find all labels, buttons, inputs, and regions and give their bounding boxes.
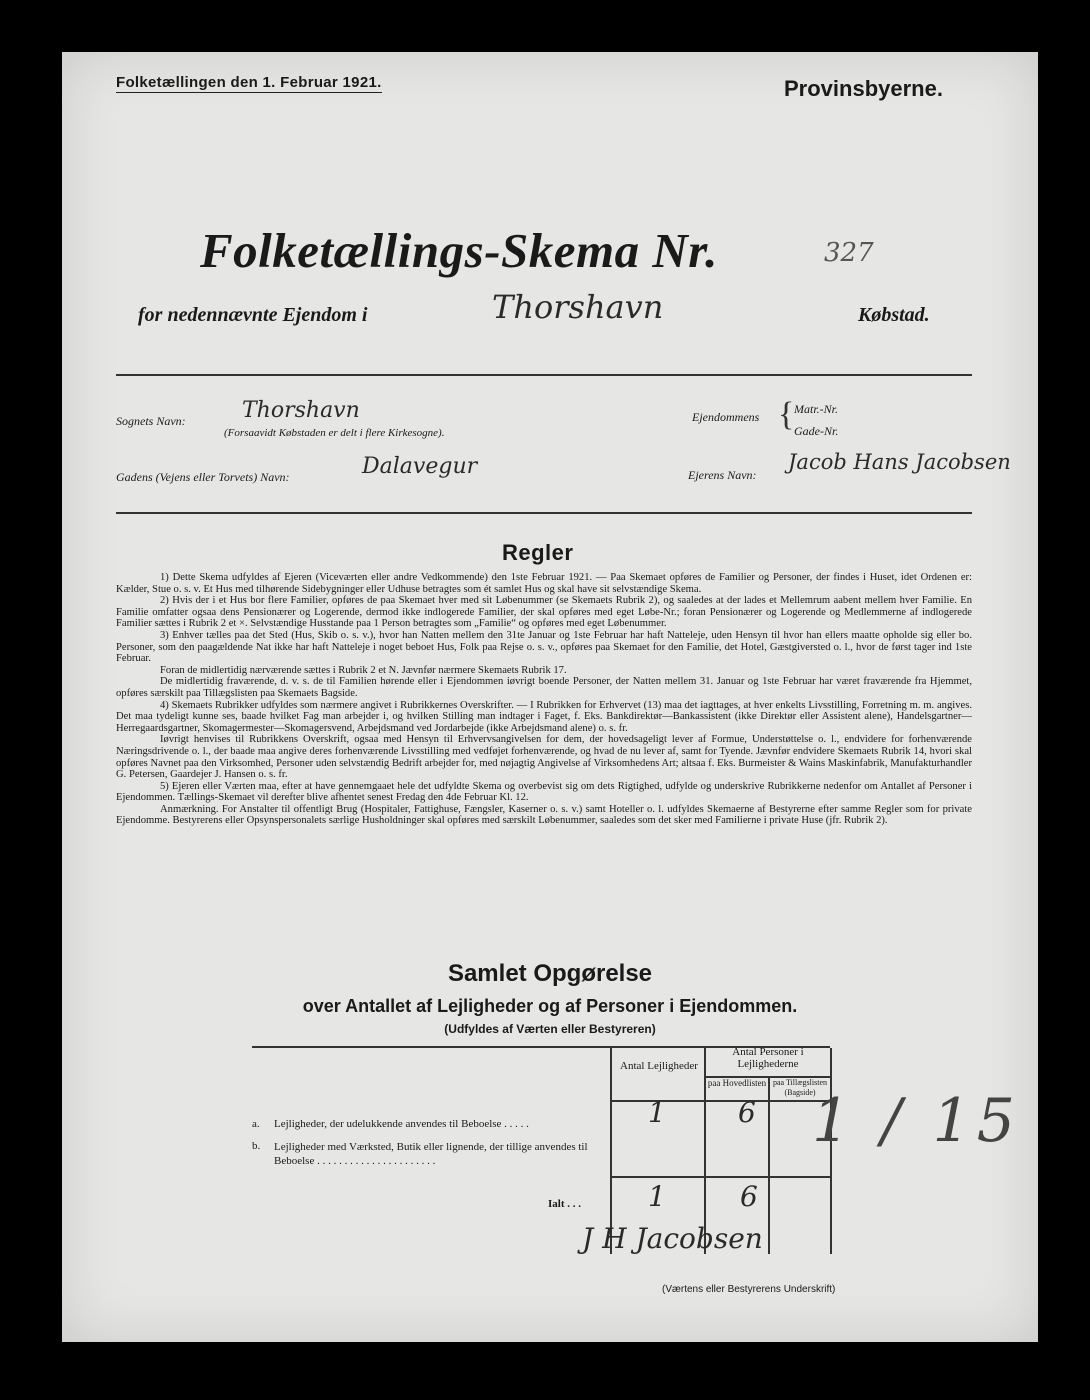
divider-fields	[116, 512, 972, 514]
row-a-hoved: 6	[738, 1096, 756, 1129]
property-label: Ejendommens	[692, 410, 760, 424]
census-date-header: Folketællingen den 1. Februar 1921.	[116, 74, 382, 91]
col-personer-header: Antal Personer i Lejlighederne	[732, 1046, 804, 1070]
rule-3-absent: De midlertidig fraværende, d. v. s. de til Familien hørende eller i Ejendommen iøvrigt boende Personer, der Natten mellem 31. Januar og 1ste Februar har været fraværende fra Hjemmet, opføres særskilt paa Tillægslisten paa Skemaets Bagside.	[116, 676, 972, 699]
rule-1: 1) Dette Skema udfyldes af Ejeren (Viceværten eller andre Vedkommende) den 1ste Februar 1921. — Paa Skemaet opføres de Familier og Personer, der findes i Huset, idet Ordenen er: Kælder, Stue o. s. v. Et Hus med tilhørende Sidebygninger eller Udhuse betragtes som ét samlet Hus og skal have sit selvstændige Skema.	[116, 572, 972, 595]
margin-note: 1 / 15	[812, 1086, 1021, 1156]
rule-3-present: Foran de midlertidig nærværende sættes i Rubrik 2 et N. Jævnfør nærmere Skemaets Rubrik 17.	[160, 664, 567, 676]
row-a-label: a.	[252, 1118, 260, 1130]
table-header-bottom-line	[610, 1100, 830, 1102]
signature-caption: (Værtens eller Bestyrerens Underskrift)	[662, 1284, 836, 1295]
row-b-text: Lejligheder med Værksted, Butik eller lignende, der tillige anvendes til Beboelse . . . . . . . . . . . . . . . . . . . . . .	[274, 1141, 588, 1167]
city-name: Thorshavn	[492, 288, 664, 326]
col-antal-header: Antal Lejligheder	[620, 1060, 698, 1072]
table-total-line	[610, 1176, 830, 1178]
form-title: Folketællings-Skema Nr.	[200, 223, 718, 278]
matr-label: Matr.-Nr.	[794, 402, 839, 416]
total-antal: 1	[648, 1180, 666, 1213]
row-b-label: b.	[252, 1140, 261, 1152]
parish-value: Thorshavn	[242, 398, 360, 423]
rules-title: Regler	[502, 540, 574, 565]
table-col-line-3	[768, 1076, 770, 1254]
col-tillaeg-header: paa Tillægslisten (Bagside)	[772, 1078, 827, 1097]
summary-subtitle: over Antallet af Lejligheder og af Personer i Ejendommen.	[302, 996, 798, 1016]
town-type-label: Købstad.	[858, 304, 930, 326]
summary-title: Samlet Opgørelse	[447, 960, 653, 987]
host-signature: J H Jacobsen	[582, 1222, 763, 1255]
rule-4: 4) Skemaets Rubrikker udfyldes som nærmere angivet i Rubrikkernes Overskrifter. — I Rubrikken for Erhvervet (13) maa det iagttages, at hver enkelts Livsstilling, Forretning m. m. angives. Det maa tydeligt kunne ses, baade hvilket Fag man arbejder i, og hvilken Stilling man indtager i Faget, f. Eks. Bankdirektør—Bankassistent (ikke Direktør eller Assistent alene), Handelsgartner—Herregaardsgartner, Skomagermester—Skomagersvend, Arbejdsmand ved Jordarbejde (ikke Arbejdsmand alene) o. s. fr.	[116, 699, 972, 734]
col-hoved-header: paa Hovedlisten	[707, 1078, 767, 1088]
rule-4-cont: Iøvrigt henvises til Rubrikkens Overskrift, ogsaa med Hensyn til Erhvervsangivelsen for dem, der hovedsageligt lever af Formue, Understøttelse o. l., endvidere for forhenværende Næringsdrivende o. l., der baade maa angive deres forhenværende Livsstilling med vedføjet forhenværende, og hvad de nu lever af, samt for Tyende. Jævnfør endvidere Skemaets Rubrik 14, hvori skal opføres Navnet paa den Virksomhed, Personer uden selvstændig Bedrift arbejder for, med nøjagtig Angivelse af Virksomhedens Art; altsaa f. Eks. Burmeister & Wains Maskinfabrik, Manufakturhandler G. Petersen, Gaardejer J. Hansen o. s. fr.	[116, 734, 972, 781]
rules-text	[116, 572, 972, 827]
form-number: 327	[824, 238, 874, 268]
rule-5: 5) Ejeren eller Værten maa, efter at have gennemgaaet hele det udfyldte Skema og overbevist sig om dets Rigtighed, udfylde og underskrive Rubrikkerne nedenfor om Antallet af Personer i Ejendommen. Tællings-Skemaet vil derefter blive afhentet senest Fredag den 4de Februar Kl. 12.	[116, 780, 972, 804]
parish-note: (Forsaavidt Købstaden er delt i flere Kirkesogne).	[224, 427, 445, 439]
gade-nr-label: Gade-Nr.	[794, 424, 839, 438]
total-hoved: 6	[740, 1180, 758, 1213]
rule-note: Anmærkning. For Anstalter til offentligt Brug (Hospitaler, Fattighuse, Fængsler, Kaserner o. s. v.) samt Hoteller o. l. udfyldes Skemaerne af Bestyrerne efter samme Regler som for private Ejendomme. Bestyrerens eller Opsynspersonalets særlige Husholdninger skal opføres med særskilt Løbenummer, saaledes som det sker med Familierne i private Huse (jfr. Rubrik 2).	[116, 803, 972, 827]
divider-top	[116, 374, 972, 376]
brace-glyph: {	[778, 396, 795, 433]
census-form-page	[62, 52, 1038, 1342]
region-header: Provinsbyerne.	[784, 76, 943, 101]
property-location-label: for nedennævnte Ejendom i	[138, 304, 368, 326]
row-a-antal: 1	[648, 1096, 666, 1129]
owner-value: Jacob Hans Jacobsen	[788, 450, 1011, 474]
total-label: Ialt . . .	[548, 1198, 581, 1210]
summary-note: (Udfyldes af Værten eller Bestyreren)	[444, 1022, 656, 1036]
owner-label: Ejerens Navn:	[688, 468, 757, 482]
street-name-label: Gadens (Vejens eller Torvets) Navn:	[116, 470, 290, 484]
rule-3: 3) Enhver tælles paa det Sted (Hus, Skib o. s. v.), hvor han Natten mellem den 31te Januar og 1ste Februar har haft Natteleje, uden Hensyn til hvor han ellers maatte opholde sig eller bo. Personer, som den paagældende Nat ikke har haft Natteleje i noget beboet Hus, Folk paa Rejse o. s. v., opføres paa Skemaet for den Familie, det Hotel, Gæstgiversted o. l., hvor de først tager ind 1ste Februar.	[116, 629, 972, 665]
parish-label: Sognets Navn:	[116, 414, 186, 428]
row-a-text: Lejligheder, der udelukkende anvendes til Beboelse . . . . .	[274, 1118, 529, 1130]
street-name-value: Dalavegur	[362, 454, 478, 479]
rule-2: 2) Hvis der i et Hus bor flere Familier, opføres de paa Skemaet hver med sit Løbenummer (se Skemaets Rubrik 2), og saaledes at der lades et Mellemrum aabent mellem hver Familie. En Familie omfatter ogsaa dens Pensionærer og Logerende, dermod ikke indlogerede Familier, der skal opføres med eget Løbe-Nr.; foran Pensionærer og Logerende og Medlemmerne af indlogerede Familier sættes i Rubrik 2 et ×. Selvstændige Husstande paa 1 Person betragtes som „Familie“ og opføres med eget Løbenummer.	[116, 595, 972, 630]
